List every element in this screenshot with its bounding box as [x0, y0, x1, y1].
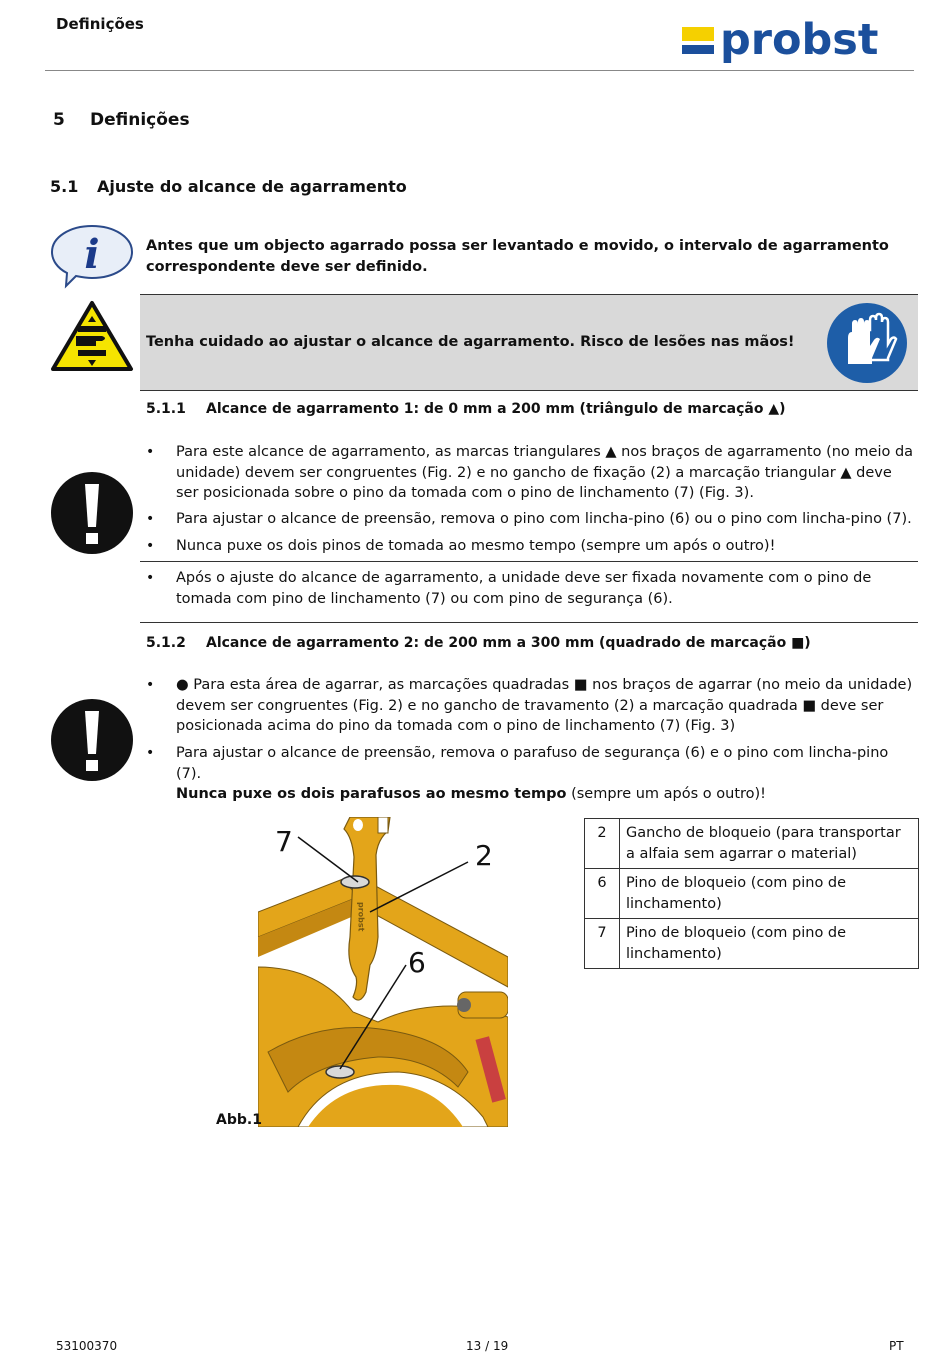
table-row [585, 869, 919, 919]
range1-bullet-1: Para este alcance de agarramento, as marcas triangulares ▲ nos braços de agarramento (no meio da unidade) devem ser congruentes (Fig. 2) e no gancho de fixação (2) a marcação triangular ▲ deve ser posicionada sobre o pino da tomada com o pino de linchamento (7) (Fig. 3). [176, 444, 914, 501]
info-note: Antes que um objecto agarrado possa ser levantado e movido, o intervalo de agarramento correspondente deve ser definido. [146, 238, 889, 275]
range2-bullet-1: ● Para esta área de agarrar, as marcações quadradas ■ nos braços de agarrar (no meio da unidade) devem ser congruentes (Fig. 2) e no gancho de travamento (2) a marcação quadrada ■ deve ser posicionada acima do pino da tomada com o pino de linchamento (7) (Fig. 3) [176, 677, 913, 734]
range2-title: Alcance de agarramento 2: de 200 mm a 300 mm (quadrado de marcação ■) [206, 635, 811, 651]
section-title: Definições [90, 110, 190, 130]
range1-title: Alcance de agarramento 1: de 0 mm a 200 mm (triângulo de marcação ▲) [206, 401, 786, 417]
legend-text: Pino de bloqueio (com pino de linchamento) [620, 919, 919, 969]
legend-text: Gancho de bloqueio (para transportar a alfaia sem agarrar o material) [620, 819, 919, 869]
bullet-marker: • [146, 444, 155, 460]
header-title: Definições [56, 15, 144, 33]
table-row [585, 819, 919, 869]
bullet-marker: • [146, 538, 155, 554]
bullet-marker: • [146, 570, 155, 586]
callout-6: 6 [408, 946, 426, 979]
logo-wordmark: probst [720, 18, 879, 65]
bullet-marker: • [146, 511, 155, 527]
gripper-figure [258, 817, 508, 1127]
exclamation-icon [50, 698, 134, 782]
footer-lang: PT [889, 1339, 904, 1353]
range1-number: 5.1.1 [146, 401, 186, 417]
hook-text: probst [356, 902, 366, 932]
range1-after-note: Após o ajuste do alcance de agarramento, a unidade deve ser fixada novamente com o pino de tomada com pino de linchamento (7) ou com pino de segurança (6). [176, 570, 872, 607]
footer-doc-number: 53100370 [56, 1339, 118, 1353]
info-icon [48, 222, 136, 290]
callout-7: 7 [275, 825, 293, 858]
header-rule [45, 70, 914, 71]
divider [140, 561, 918, 562]
range1-bullet-2: Para ajustar o alcance de preensão, remova o pino com lincha-pino (6) ou o pino com lincha-pino (7). [176, 511, 912, 527]
footer-page: 13 / 19 [466, 1339, 509, 1353]
legend-text: Pino de bloqueio (com pino de linchamento) [620, 869, 919, 919]
wear-gloves-icon [826, 302, 908, 384]
probst-logo [682, 18, 908, 68]
legend-num: 7 [585, 919, 620, 969]
subsection-title: Ajuste do alcance de agarramento [97, 177, 407, 196]
range2-bullet-2-bold: Nunca puxe os dois parafusos ao mesmo tempo [176, 786, 567, 802]
range2-bullet-2-tail: (sempre um após o outro)! [566, 786, 766, 802]
range2-bullet-2 [176, 743, 914, 805]
table-row [585, 919, 919, 969]
hand-crush-warning-icon [50, 300, 134, 372]
range1-bullet-3: Nunca puxe os dois pinos de tomada ao mesmo tempo (sempre um após o outro)! [176, 538, 776, 554]
bullet-marker: • [146, 745, 155, 761]
divider [140, 622, 918, 623]
range2-bullet-2-text: Para ajustar o alcance de preensão, remova o parafuso de segurança (6) e o pino com lincha-pino (7). [176, 745, 889, 782]
exclamation-icon [50, 471, 134, 555]
section-number: 5 [53, 110, 65, 130]
legend-num: 6 [585, 869, 620, 919]
figure-caption: Abb.1 [216, 1112, 262, 1128]
legend-table [584, 818, 919, 969]
bullet-marker: • [146, 677, 155, 693]
range2-number: 5.1.2 [146, 635, 186, 651]
svg-text:i: i [84, 231, 100, 278]
subsection-number: 5.1 [50, 177, 79, 196]
warning-note: Tenha cuidado ao ajustar o alcance de agarramento. Risco de lesões nas mãos! [146, 334, 795, 350]
legend-num: 2 [585, 819, 620, 869]
callout-2: 2 [475, 839, 493, 872]
